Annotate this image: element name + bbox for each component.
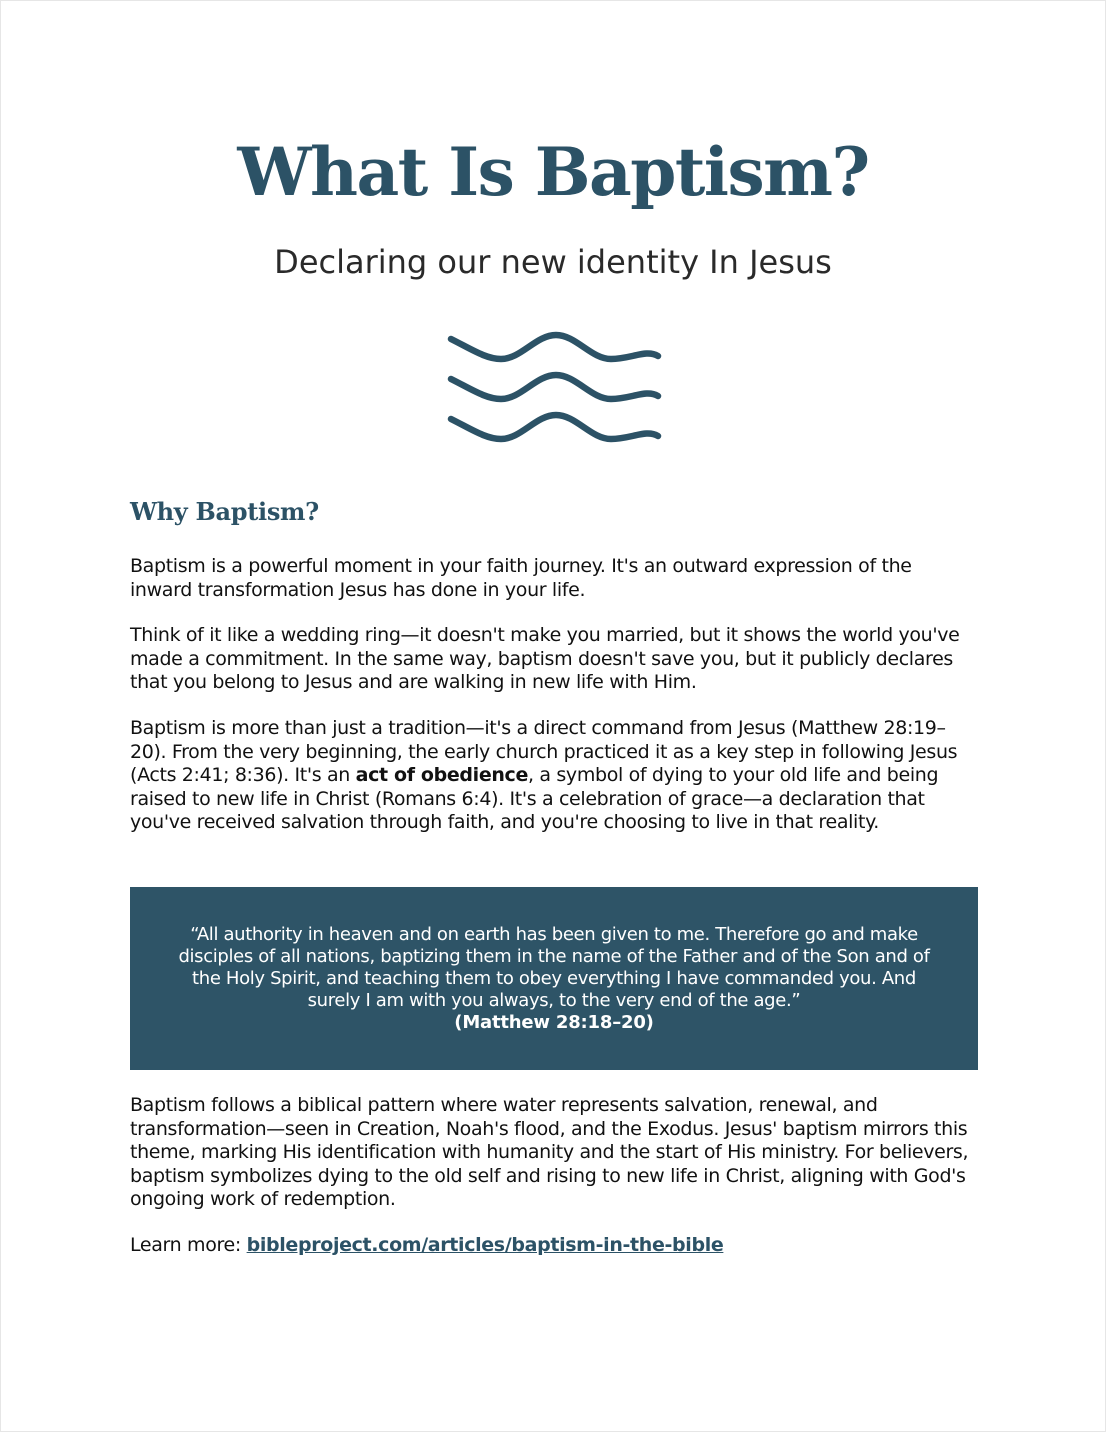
scripture-quote-citation: (Matthew 28:18–20) <box>454 1011 654 1033</box>
page-title: What Is Baptism? <box>237 133 869 211</box>
page-subtitle: Declaring our new identity In Jesus <box>274 243 832 281</box>
water-waves-icon <box>441 319 671 455</box>
wave-line-middle <box>451 375 658 399</box>
wave-line-bottom <box>451 415 658 439</box>
paragraph-command-start: Baptism is more than just a tradition—it's a direct command from Jesus (Matthew 28:19–20). From the very beginning, the early church practiced it as a key step in following Jesus (Acts 2:41; 8:36). It's an <box>130 717 958 786</box>
paragraph-command-emphasis: act of obedience <box>355 764 529 786</box>
paragraph-biblical-pattern: Baptism follows a biblical pattern where water represents salvation, renewal, and transformation—seen in Creation, Noah's flood, and the Exodus. Jesus' baptism mirrors this theme, marking His identification with humanity and the start of His ministry. For believers, baptism symbolizes dying to the old self and rising to new life in Christ, aligning with God's ongoing work of redemption. <box>130 1094 969 1210</box>
paragraph-command <box>130 717 978 835</box>
wave-line-top <box>451 335 658 359</box>
paragraph-wedding-ring: Think of it like a wedding ring—it doesn't make you married, but it shows the world you've made a commitment. In the same way, baptism doesn't save you, but it publicly declares that you belong to Jesus and are walking in new life with Him. <box>130 624 960 693</box>
paragraph-intro: Baptism is a powerful moment in your faith journey. It's an outward expression of the inward transformation Jesus has done in your life. <box>130 555 912 601</box>
learn-more-label: Learn more: <box>130 1234 247 1256</box>
learn-more-line <box>130 1234 978 1258</box>
scripture-quote-text: “All authority in heaven and on earth has been given to me. Therefore go and make disciples of all nations, baptizing them in the name of the Father and of the Son and of the Holy Spirit, and teaching them to obey everything I have commanded you. And surely I am with you always, to the very end of the age.” <box>178 923 930 1011</box>
scripture-quote-box <box>130 887 978 1070</box>
learn-more-link[interactable]: bibleproject.com/articles/baptism-in-the-bible <box>246 1234 724 1256</box>
section-heading: Why Baptism? <box>130 497 319 526</box>
paragraph-command-end: , a symbol of dying to your old life and being raised to new life in Christ (Romans 6:4). It's a celebration of grace—a declaration that you've received salvation through faith, and you're choosing to live in that reality. <box>130 764 939 833</box>
